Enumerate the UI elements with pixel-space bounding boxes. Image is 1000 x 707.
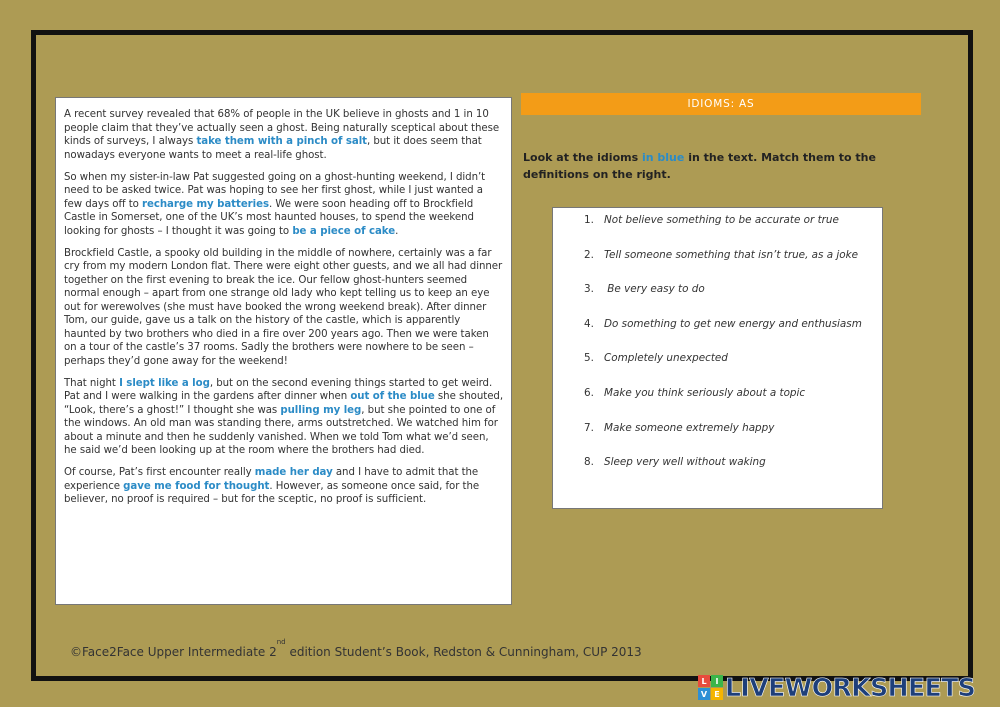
- definition-number: 7.: [584, 421, 594, 434]
- story-text: A recent survey revealed that 68% of people in the UK believe in ghosts and 1 in 10 people claim that they’ve actually seen a ghost. Being naturally sceptical about these kinds of surveys, I always: [64, 109, 500, 147]
- definition-text: Not believe something to be accurate or true: [604, 214, 839, 226]
- definition-number: 2.: [584, 248, 594, 261]
- definition-item: [584, 456, 882, 491]
- idioms-title: IDIOMS: AS: [687, 98, 755, 110]
- definition-text: Sleep very well without waking: [604, 456, 766, 469]
- story-text: That night: [64, 377, 120, 389]
- definition-number: 4.: [584, 317, 594, 330]
- definition-item: [584, 283, 882, 318]
- story-text: and I have to admit that the experience: [64, 467, 479, 492]
- idiom-phrase: pulling my leg: [280, 404, 362, 416]
- idiom-phrase: made her day: [254, 467, 333, 478]
- definition-item: [584, 352, 882, 387]
- story-text: she shouted, “Look, there’s a ghost!” I thought she was: [64, 391, 504, 416]
- idioms-title-bar: [521, 93, 921, 115]
- liveworksheets-logo[interactable]: [698, 673, 975, 702]
- story-text: So when my sister-in-law Pat suggested going on a ghost-hunting weekend, I didn’t need to be asked twice. Pat was hoping to see her first ghost, while I just wanted a few days off to: [64, 171, 486, 210]
- story-paragraph: [64, 108, 503, 162]
- live-mark-icon: [698, 675, 723, 700]
- logo-letter: E: [711, 688, 723, 700]
- idiom-phrase: out of the blue: [350, 391, 435, 402]
- instructions-part1: Look at the idioms: [523, 151, 642, 164]
- story-text: , but on the second evening things started to get weird. Pat and I were walking in the gardens after dinner when: [64, 377, 493, 402]
- story-text-box: [55, 97, 512, 605]
- story-text: . However, as someone once said, for the believer, no proof is required – but for the sceptic, no proof is sufficient.: [64, 480, 480, 505]
- idiom-phrase: I slept like a log: [119, 377, 210, 389]
- definition-text: Make someone extremely happy: [604, 421, 775, 434]
- definitions-box: [552, 207, 883, 509]
- instructions: [523, 149, 923, 183]
- story-text: , but she pointed to one of the windows. An old man was standing there, arms outstretched. We watched him for about a minute and then he suddenly vanished. When we told Tom what we’d seen, he said we’d been looking up at the room where the brothers had died.: [64, 404, 498, 456]
- logo-letter: I: [711, 675, 723, 687]
- story-text: .: [395, 225, 399, 237]
- definition-number: 5.: [584, 352, 594, 365]
- definition-number: 1.: [584, 214, 594, 226]
- story-paragraph: [64, 466, 503, 507]
- logo-letter: L: [698, 675, 710, 687]
- definition-item: [584, 249, 882, 284]
- story-paragraph: [64, 247, 503, 369]
- story-text: . We were soon heading off to Brockfield Castle in Somerset, one of the UK’s most haunted houses, to spend the weekend looking for ghosts – I thought it was going to: [64, 198, 474, 237]
- definition-item: [584, 214, 882, 249]
- definition-item: [584, 422, 882, 457]
- logo-text: LIVEWORKSHEETS: [725, 673, 976, 702]
- definition-item: [584, 387, 882, 422]
- definition-text: Be very easy to do: [604, 283, 705, 296]
- footer-sup: nd: [276, 638, 286, 646]
- definition-text: Make you think seriously about a topic: [604, 386, 806, 399]
- definition-text: Do something to get new energy and enthusiasm: [604, 317, 862, 330]
- idiom-phrase: gave me food for thought: [123, 480, 270, 492]
- idiom-phrase: be a piece of cake: [292, 225, 396, 237]
- idiom-phrase: recharge my batteries: [142, 198, 269, 210]
- story-paragraph: [64, 171, 503, 239]
- story-text: Of course, Pat’s first encounter really: [64, 467, 255, 478]
- instructions-part2: in the text. Match them to the definitions on the right.: [523, 151, 876, 181]
- footer-pre: ©Face2Face Upper Intermediate 2: [70, 645, 277, 659]
- definition-number: 6.: [584, 386, 594, 399]
- story-paragraph: [64, 377, 503, 458]
- instructions-blue-text: in blue: [641, 151, 685, 164]
- copyright-footer: [70, 638, 642, 659]
- idiom-phrase: take them with a pinch of salt: [196, 136, 367, 147]
- footer-post: edition Student’s Book, Redston & Cunningham, CUP 2013: [285, 645, 642, 659]
- definition-text: Completely unexpected: [604, 352, 728, 365]
- story-text: , but it does seem that nowadays everyone wants to meet a real-life ghost.: [64, 136, 482, 161]
- logo-letter: V: [698, 688, 710, 700]
- definition-number: 3.: [584, 283, 594, 296]
- definition-text: Tell someone something that isn’t true, as a joke: [604, 248, 859, 261]
- definition-item: [584, 318, 882, 353]
- story-text: Brockfield Castle, a spooky old building in the middle of nowhere, certainly was a far cry from my modern London flat. There were eight other guests, and we all had dinner together on the first evening to break the ice. Our fellow ghost-hunters seemed normal enough – apart from one strange old lady who kept telling us to keep an eye out for werewolves (she must have booked the wrong weekend break). After dinner Tom, our guide, gave us a talk on the history of the castle, which is apparently haunted by two brothers who died in a fire over 200 years ago. Then we were taken on a tour of the castle’s 37 rooms. Sadly the brothers were nowhere to be seen – perhaps they’d gone away for the weekend!: [64, 247, 503, 367]
- definition-number: 8.: [584, 456, 594, 469]
